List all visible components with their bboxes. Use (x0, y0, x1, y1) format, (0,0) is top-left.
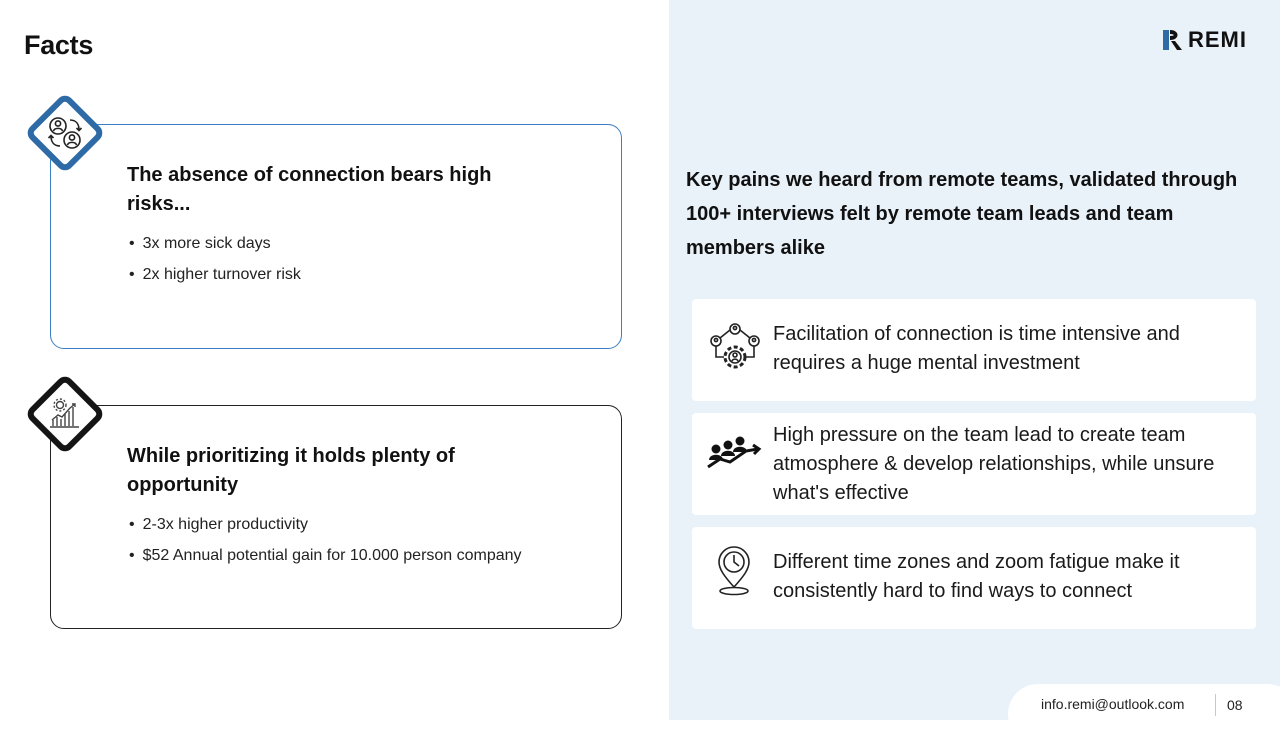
footer-email[interactable]: info.remi@outlook.com (1041, 696, 1185, 712)
logo-text: REMI (1188, 27, 1247, 52)
growth-chart-icon (43, 392, 87, 436)
fact-card-risks (50, 124, 622, 349)
fact-heading: The absence of connection bears high risks... (127, 164, 492, 215)
people-exchange-icon (43, 111, 87, 155)
team-network-gear-icon (706, 321, 764, 379)
fact-heading: While prioritizing it holds plenty of opportunity (127, 445, 455, 496)
key-pains-intro: Key pains we heard from remote teams, validated through 100+ interviews felt by remote team leads and team members alike (686, 169, 1238, 259)
team-growth-arrow-icon (706, 429, 764, 487)
fact-bullet-list (129, 509, 522, 571)
remi-r-logo-icon (1160, 28, 1184, 52)
pain-text: Different time zones and zoom fatigue make it consistently hard to find ways to connect (773, 551, 1180, 602)
footer-divider (1215, 694, 1216, 716)
page-title: Facts (24, 30, 94, 60)
fact-bullet: • $52 Annual potential gain for 10.000 person company (129, 540, 522, 571)
fact-card-opportunity (50, 405, 622, 629)
fact-bullet-list (129, 228, 301, 290)
logo (1160, 28, 1247, 52)
fact-bullet: • 3x more sick days (129, 228, 301, 259)
pain-card-time-zones (692, 527, 1256, 629)
page-number: 08 (1227, 697, 1243, 713)
clock-location-pin-icon (706, 543, 764, 601)
fact-bullet: • 2-3x higher productivity (129, 509, 522, 540)
pain-text: High pressure on the team lead to create team atmosphere & develop relationships, while unsure what's effective (773, 424, 1215, 504)
fact-bullet: • 2x higher turnover risk (129, 259, 301, 290)
pain-card-team-lead-pressure (692, 413, 1256, 515)
pain-text: Facilitation of connection is time intensive and requires a huge mental investment (773, 323, 1180, 374)
pain-card-connection-effort (692, 299, 1256, 401)
footer-pill (1008, 684, 1280, 744)
